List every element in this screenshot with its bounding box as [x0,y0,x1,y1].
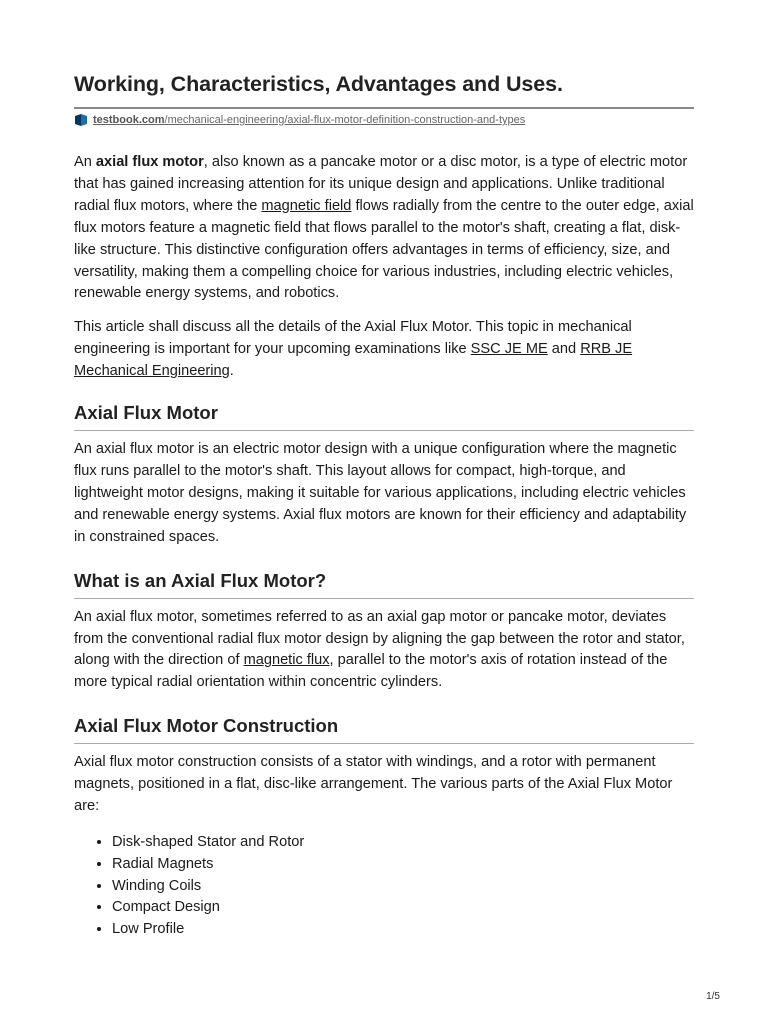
list-item: • Winding Coils [112,876,694,898]
what-is-lead: An axial flux motor, sometimes referred to as an axial gap motor or pancake motor, deviates from the conventional radial flux motor design by aligning the gap between the rotor and stator, along with the direction of [74,608,685,669]
page-title: Working, Characteristics, Advantages and Uses. [74,72,563,96]
section-heading: What is an Axial Flux Motor? [74,569,327,591]
section-paragraph [74,607,694,695]
list-item: • Compact Design [112,897,694,919]
parts-list [74,832,694,941]
section-heading: Axial Flux Motor [74,402,218,424]
testbook-logo-icon [74,113,88,127]
intro-paragraph-1 [74,152,694,305]
intro-p2-lead: This article shall discuss all the details of the Axial Flux Motor. This topic in mechanical engineering is important for your upcoming examinations like [74,319,632,358]
what-is-tail: , parallel to the motor's axis of rotation instead of the more typical radial orientation within concentric cylinders. [74,652,668,691]
section-what-is [74,569,694,695]
article-body [74,152,694,941]
list-item: • Radial Magnets [112,854,694,876]
intro-p1-tail: flows radially from the centre to the outer edge, axial flux motors feature a magnetic field that flows parallel to the motor's shaft, creating a flat, disk-like structure. This distinctive configuration offers advantages in terms of efficiency, size, and versatility, making them a compelling choice for various industries, including electric vehicles, renewable energy systems, and robotics. [74,197,694,302]
section-divider [74,430,694,431]
list-item: • Low Profile [112,919,694,941]
source-line [74,113,525,127]
title-divider [74,107,694,109]
intro-p2-tail: . [229,363,234,380]
section-construction [74,714,694,941]
list-item: • Disk-shaped Stator and Rotor [112,832,694,854]
ssc-je-me-link[interactable]: SSC JE ME [470,341,548,358]
page-number: 1/5 [706,991,720,1002]
intro-p1-mid: , also known as a pancake motor or a disc motor, is a type of electric motor that has gained increasing attention for its unique design and applications. Unlike traditional radial flux motors, where the [74,154,688,214]
term-axial-flux-motor: axial flux motor [95,154,204,170]
section-paragraph: An axial flux motor is an electric motor design with a unique configuration where the magnetic flux runs parallel to the motor's shaft. This layout allows for compact, high-torque, and lightweight motor designs, making it suitable for various applications, including electric vehicles and renewable energy systems. Axial flux motors are known for their efficiency and adaptability in constrained spaces. [74,441,687,545]
intro-paragraph-2 [74,317,694,383]
source-path: /mechanical-engineering/axial-flux-motor-definition-construction-and-types [164,114,526,126]
source-domain: testbook.com [93,114,165,126]
section-divider [74,743,694,744]
intro-p1-lead: An [74,154,96,170]
intro-p2-mid: and [547,341,581,358]
rrb-je-mechanical-link[interactable]: RRB JE Mechanical Engineering [74,341,633,380]
source-link[interactable] [93,114,525,126]
section-paragraph: Axial flux motor construction consists of a stator with windings, and a rotor with permanent magnets, positioned in a flat, disc-like arrangement. The various parts of the Axial Flux Motor are: [74,754,673,815]
section-heading: Axial Flux Motor Construction [74,715,339,737]
magnetic-flux-link[interactable]: magnetic flux [243,652,330,669]
section-divider [74,598,694,599]
magnetic-field-link[interactable]: magnetic field [261,197,352,214]
section-axial-flux-motor [74,401,694,549]
